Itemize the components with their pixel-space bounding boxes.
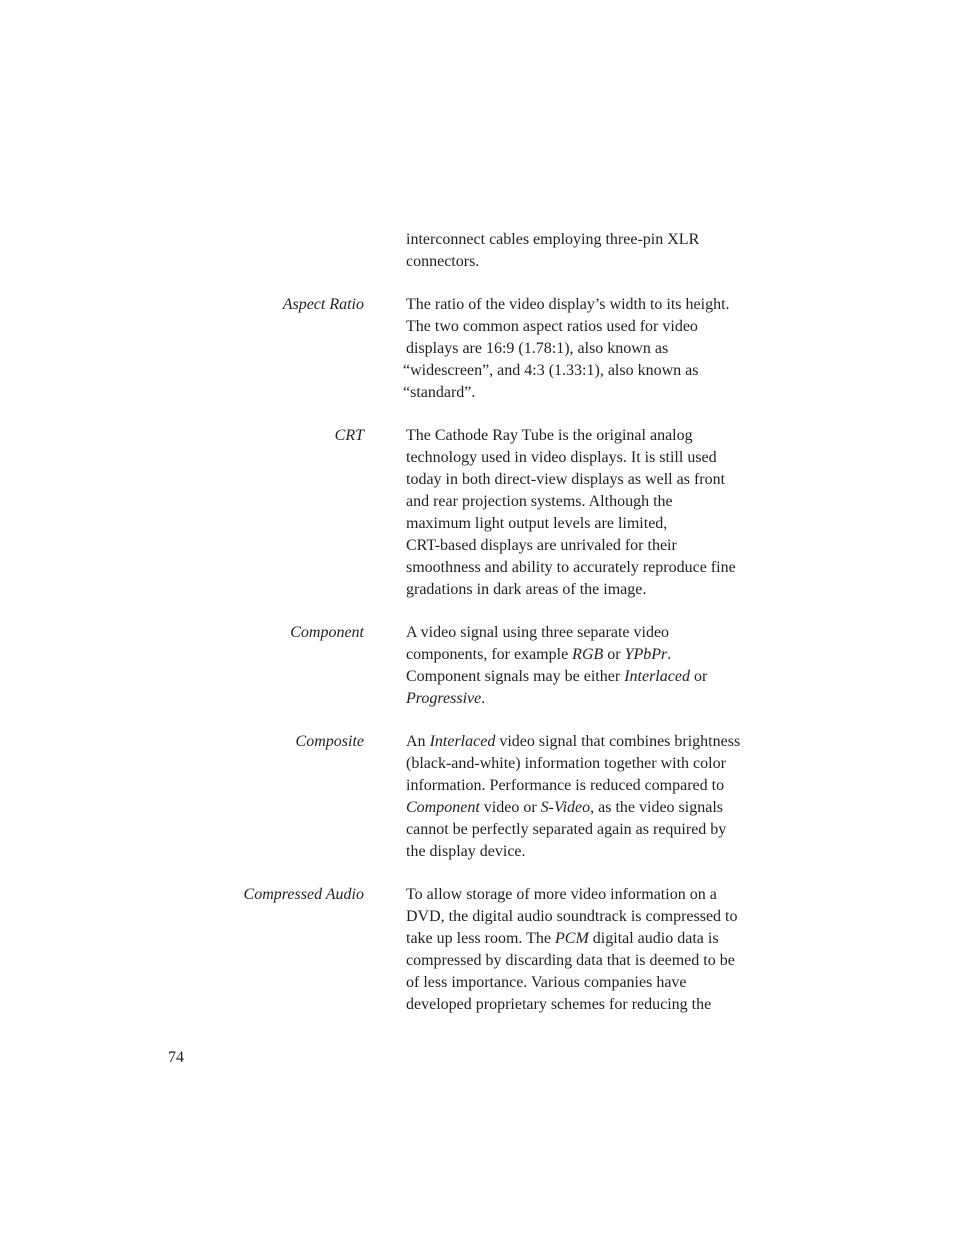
glossary-term: Component [290,624,364,641]
text-line [406,447,786,469]
text-line [406,819,786,841]
text-line [406,622,786,644]
text-run: CRT-based displays are unrivaled for their [406,537,677,554]
glossary-definition [406,731,786,863]
text-line [406,557,786,579]
text-run: information. Performance is reduced compared to [406,777,725,794]
text-run-italic: S-Video [540,799,591,816]
text-run: “widescreen”, and 4:3 (1.33:1), also known as [403,362,699,379]
text-line [406,950,786,972]
glossary-term: Composite [295,733,364,750]
text-line [406,251,786,273]
text-run: (black-and-white) information together with color [406,755,726,772]
text-run: digital audio data is [588,930,719,947]
text-run: and rear projection systems. Although the [406,493,673,510]
text-run: An [406,733,430,750]
glossary-term: Aspect Ratio [282,296,364,313]
text-line [406,775,786,797]
text-run: To allow storage of more video information on a [406,886,717,903]
text-line [406,316,786,338]
text-run: the display device. [406,843,526,860]
text-run: video signal that combines brightness [495,733,741,750]
text-line [406,906,786,928]
text-line [406,688,786,710]
glossary-definition [403,294,786,404]
text-line [406,469,786,491]
text-line [406,972,786,994]
text-line [403,382,786,404]
text-run: . [481,690,486,707]
text-run-italic: Interlaced [429,733,496,750]
glossary-definition [406,622,786,710]
text-line [406,579,786,601]
text-line [406,666,786,688]
text-run: compressed by discarding data that is deemed to be [406,952,735,969]
text-run: of less importance. Various companies have [406,974,687,991]
text-line [406,338,786,360]
text-line [406,928,786,950]
text-run: or [689,668,708,685]
text-line [406,753,786,775]
text-run: smoothness and ability to accurately reproduce fine [406,559,736,576]
text-run: The two common aspect ratios used for video [406,318,698,335]
text-run: A video signal using three separate video [406,624,670,641]
text-run: “standard”. [403,384,476,401]
text-line [406,294,786,316]
continuation-text [406,229,786,273]
text-run: The ratio of the video display’s width to its height. [406,296,730,313]
text-run: Component signals may be either [406,668,625,685]
text-run-italic: Interlaced [624,668,690,685]
text-run: or [603,646,625,663]
text-line [406,731,786,753]
glossary-definition [406,425,786,601]
text-line [406,229,786,251]
glossary-term: Compressed Audio [243,886,364,903]
text-run: components, for example [406,646,573,663]
text-line [406,513,786,535]
text-run: video or [479,799,541,816]
text-run-italic: Progressive [406,690,482,707]
text-run: . [667,646,672,663]
text-run: interconnect cables employing three-pin XLR [406,231,700,248]
text-line [406,884,786,906]
text-line [406,994,786,1016]
text-run: The Cathode Ray Tube is the original analog [406,427,693,444]
text-line [406,535,786,557]
text-run: today in both direct-view displays as well as front [406,471,726,488]
text-line [406,644,786,666]
text-line [406,841,786,863]
text-line [406,797,786,819]
text-run-italic: Component [406,799,480,816]
text-run: take up less room. The [406,930,556,947]
page-number: 74 [168,1049,184,1066]
text-line [406,491,786,513]
text-run: gradations in dark areas of the image. [406,581,647,598]
text-run: connectors. [406,253,480,270]
text-line [406,425,786,447]
text-run: technology used in video displays. It is still used [406,449,717,466]
text-line [403,360,786,382]
text-run: DVD, the digital audio soundtrack is compressed to [406,908,738,925]
text-run: developed proprietary schemes for reducing the [406,996,712,1013]
text-run: displays are 16:9 (1.78:1), also known as [406,340,669,357]
text-run: maximum light output levels are limited, [406,515,668,532]
text-run-italic: PCM [555,930,589,947]
glossary-definition [406,884,786,1016]
text-run-italic: RGB [572,646,604,663]
text-run: cannot be perfectly separated again as required by [406,821,727,838]
text-run-italic: YPbPr [624,646,668,663]
glossary-term: CRT [334,427,364,444]
text-run: , as the video signals [590,799,723,816]
